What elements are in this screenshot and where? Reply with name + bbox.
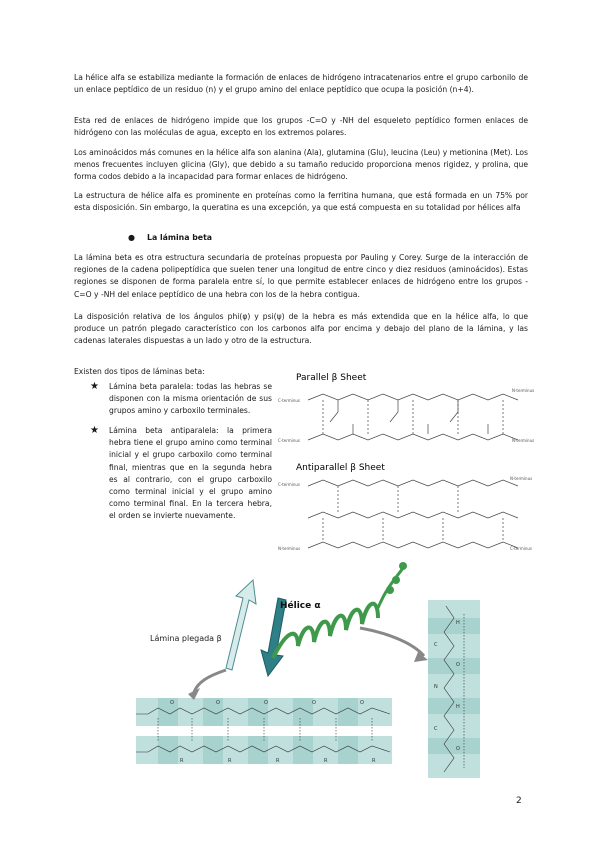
list-item-antiparallel (92, 425, 272, 523)
paragraph-beta-sheet-intro: La lámina beta es otra estructura secundaria de proteínas propuesta por Pauling y Corey. Surge de la interacción de regiones de la cadena polipeptídica que suelen tener una longitud de entre cinco y diez residuos (aminoácidos). Estas regiones se disponen de forma paralela entre sí, lo que permite establecer enlaces de hidrógeno entre los grupos -C=O y -NH del enlace peptídico de una hebra con los de la hebra contigua. (74, 253, 528, 299)
antiparallel-sheet-title: Antiparallel β Sheet (296, 463, 385, 473)
bullet-icon: ● (128, 233, 135, 242)
list-item-text: Lámina beta antiparalela: la primera hebra tiene el grupo amino como terminal inicial y el grupo carboxilo como terminal final, mientras que en la segunda hebra es al contrario, con el grupo carboxilo como terminal inicial y el grupo amino como terminal final. En la tercera hebra, el orden se invierte nuevamente. (109, 426, 272, 521)
svg-text:C-terminus: C-terminus (278, 398, 301, 403)
beta-strand-arrows (226, 580, 286, 676)
svg-text:H: H (456, 704, 460, 710)
star-icon: ★ (90, 381, 99, 392)
sheet-label: Lámina plegada β (150, 634, 222, 643)
svg-text:R: R (180, 758, 184, 764)
svg-text:H: H (456, 620, 460, 626)
list-item-parallel (92, 381, 272, 418)
parallel-sheet-title: Parallel β Sheet (296, 373, 367, 383)
svg-text:O: O (312, 700, 316, 706)
paragraph-alpha-helix-bonds: La hélice alfa se estabiliza mediante la formación de enlaces de hidrógeno intracatenarios entre el grupo carbonilo de un enlace peptídico de un residuo (n) y el grupo amino del enlace peptídico que ocupa la posición (n+4). (74, 73, 528, 95)
svg-text:O: O (170, 700, 174, 706)
svg-text:N-terminus: N-terminus (278, 546, 301, 551)
svg-text:R: R (372, 758, 376, 764)
paragraph-ferritin-keratin: La estructura de hélice alfa es prominente en proteínas como la ferritina humana, que está formada en un 75% por esta disposición. Sin embargo, la queratina es una excepción, ya que está compuesta en su totalidad por hélices alfa (74, 191, 528, 213)
paragraph-common-amino-acids: Los aminoácidos más comunes en la hélice alfa son alanina (Ala), glutamina (Glu), leucina (Leu) y metionina (Met). Los menos frecuentes incluyen glicina (Gly), que debido a su tamaño reducido proporciona menos rigidez, y prolina, que forma codos debido a la incapacidad para formar enlaces de hidrógeno. (74, 148, 528, 182)
svg-text:R: R (324, 758, 328, 764)
beta-sheet-structure-figure (278, 368, 534, 558)
helix-label: Hélice α (280, 601, 321, 611)
svg-text:R: R (228, 758, 232, 764)
svg-text:O: O (456, 662, 460, 668)
svg-text:O: O (216, 700, 220, 706)
vertical-helix-band (428, 600, 480, 778)
svg-text:N-terminus: N-terminus (512, 388, 534, 393)
helix-and-sheet-figure (128, 558, 533, 783)
svg-text:O: O (264, 700, 268, 706)
page-number: 2 (516, 796, 522, 806)
paragraph-hydrogen-network: Esta red de enlaces de hidrógeno impide que los grupos -C=O y -NH del esqueleto peptídico formen enlaces de hidrógeno con las moléculas de agua, excepto en los extremos polares. (74, 116, 528, 138)
svg-text:N: N (434, 684, 438, 690)
svg-text:C: C (434, 726, 438, 732)
svg-text:C-terminus: C-terminus (278, 438, 301, 443)
paragraph-two-types: Existen dos tipos de láminas beta: (74, 367, 205, 376)
svg-text:C: C (434, 642, 438, 648)
section-title-beta-sheet: La lámina beta (147, 233, 213, 242)
list-item-text: Lámina beta paralela: todas las hebras se disponen con la misma orientación de sus grupos amino y carboxilo terminales. (109, 382, 272, 416)
svg-text:C-terminus: C-terminus (278, 482, 301, 487)
svg-text:C-terminus: C-terminus (510, 546, 533, 551)
star-icon: ★ (90, 425, 99, 436)
svg-text:N-terminus: N-terminus (510, 476, 533, 481)
svg-text:O: O (360, 700, 364, 706)
horizontal-sheet-band (136, 698, 392, 764)
svg-text:N-terminus: N-terminus (512, 438, 534, 443)
svg-text:O: O (456, 746, 460, 752)
paragraph-phi-psi-angles: La disposición relativa de los ángulos phi(φ) y psi(ψ) de la hebra es más extendida que en la hélice alfa, lo que produce un patrón plegado característico con los carbonos alfa por encima y debajo del plano de la lámina, y las cadenas laterales dispuestas a un lado y otro de la estructura. (74, 312, 528, 346)
svg-text:R: R (276, 758, 280, 764)
